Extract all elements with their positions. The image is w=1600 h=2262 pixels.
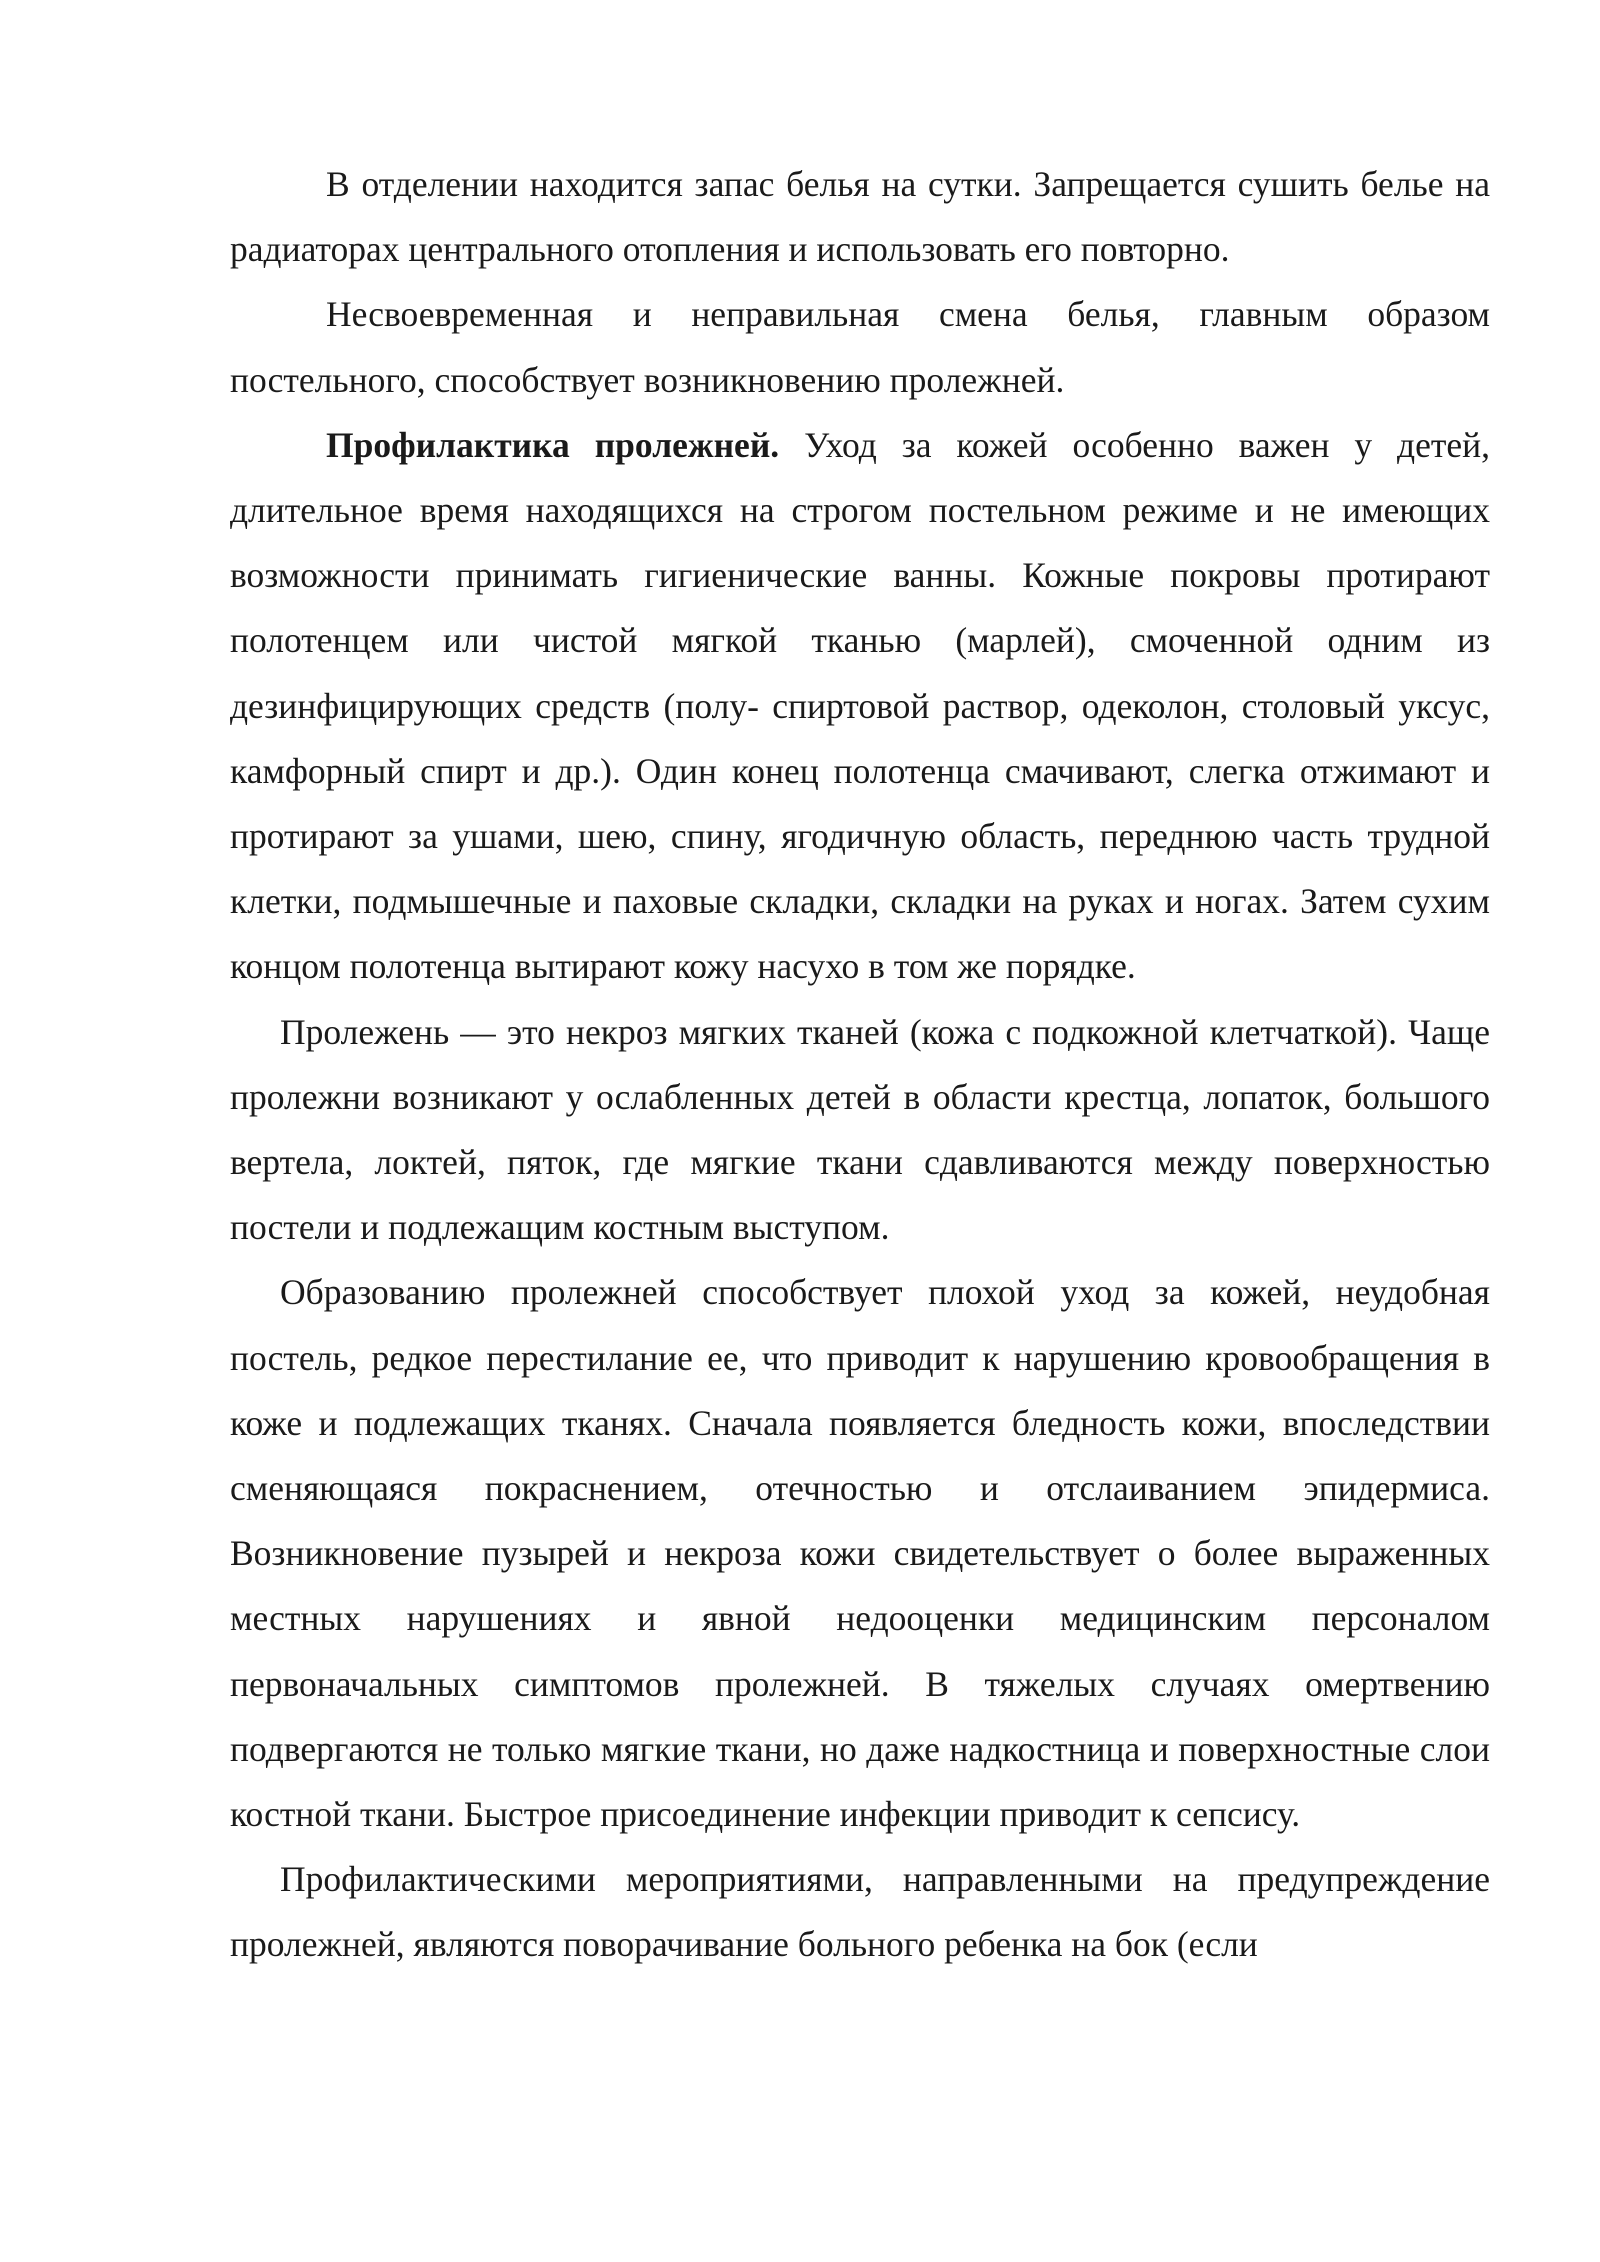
paragraph-linen-change bbox=[230, 282, 1490, 412]
paragraph-text: Профилактическими мероприятиями, направленными на предупреждение пролежней, являются поворачивание больного ребенка на бок (если bbox=[230, 1859, 1490, 1965]
paragraph-text: Пролежень — это некроз мягких тканей (кожа с подкожной клетчаткой). Чаще пролежни возникают у ослабленных детей в области крестца, лопаток, большого вертела, локтей, пяток, где мягкие ткани сдавливаются между поверхностью постели и подлежащим костным выступом. bbox=[230, 1011, 1490, 1248]
paragraph-text: Несвоевременная и неправильная смена белья, главным образом постельного, способствует возникновению пролежней. bbox=[230, 294, 1490, 400]
paragraph-bedsore-definition bbox=[230, 1000, 1490, 1261]
document-body bbox=[230, 152, 1490, 1978]
paragraph-text: В отделении находится запас белья на сутки. Запрещается сушить белье на радиаторах центрального отопления и использовать его повторно. bbox=[230, 164, 1490, 270]
paragraph-linen-supply bbox=[230, 152, 1490, 282]
paragraph-bedsore-causes bbox=[230, 1260, 1490, 1847]
paragraph-text: Уход за кожей особенно важен у детей, длительное время находящихся на строгом постельном режиме и не имеющих возможности принимать гигиенические ванны. Кожные покровы протирают полотенцем или чистой мягкой тканью (марлей), смоченной одним из дезинфицирующих средств (полу- спиртовой раствор, одеколон, столовый уксус, камфорный спирт и др.). Один конец полотенца смачивают, слегка отжимают и протирают за ушами, шею, спину, ягодичную область, переднюю часть трудной клетки, подмышечные и паховые складки, складки на руках и ногах. Затем сухим концом полотенца вытирают кожу насухо в том же порядке. bbox=[230, 424, 1490, 987]
paragraph-preventive-measures bbox=[230, 1847, 1490, 1977]
paragraph-text: Образованию пролежней способствует плохой уход за кожей, неудобная постель, редкое перестилание ее, что приводит к нарушению кровообращения в коже и подлежащих тканях. Сначала появляется бледность кожи, впоследствии сменяющаяся покраснением, отечностью и отслаиванием эпидермиса. Возникновение пузырей и некроза кожи свидетельствует о более выраженных местных нарушениях и явной недооценки медицинским персоналом первоначальных симптомов пролежней. В тяжелых случаях омертвению подвергаются не только мягкие ткани, но даже надкостница и поверхностные слои костной ткани. Быстрое присоединение инфекции приводит к сепсису. bbox=[230, 1272, 1490, 1835]
section-heading: Профилактика пролежней. bbox=[326, 424, 780, 465]
paragraph-bedsore-prevention bbox=[230, 413, 1490, 1000]
